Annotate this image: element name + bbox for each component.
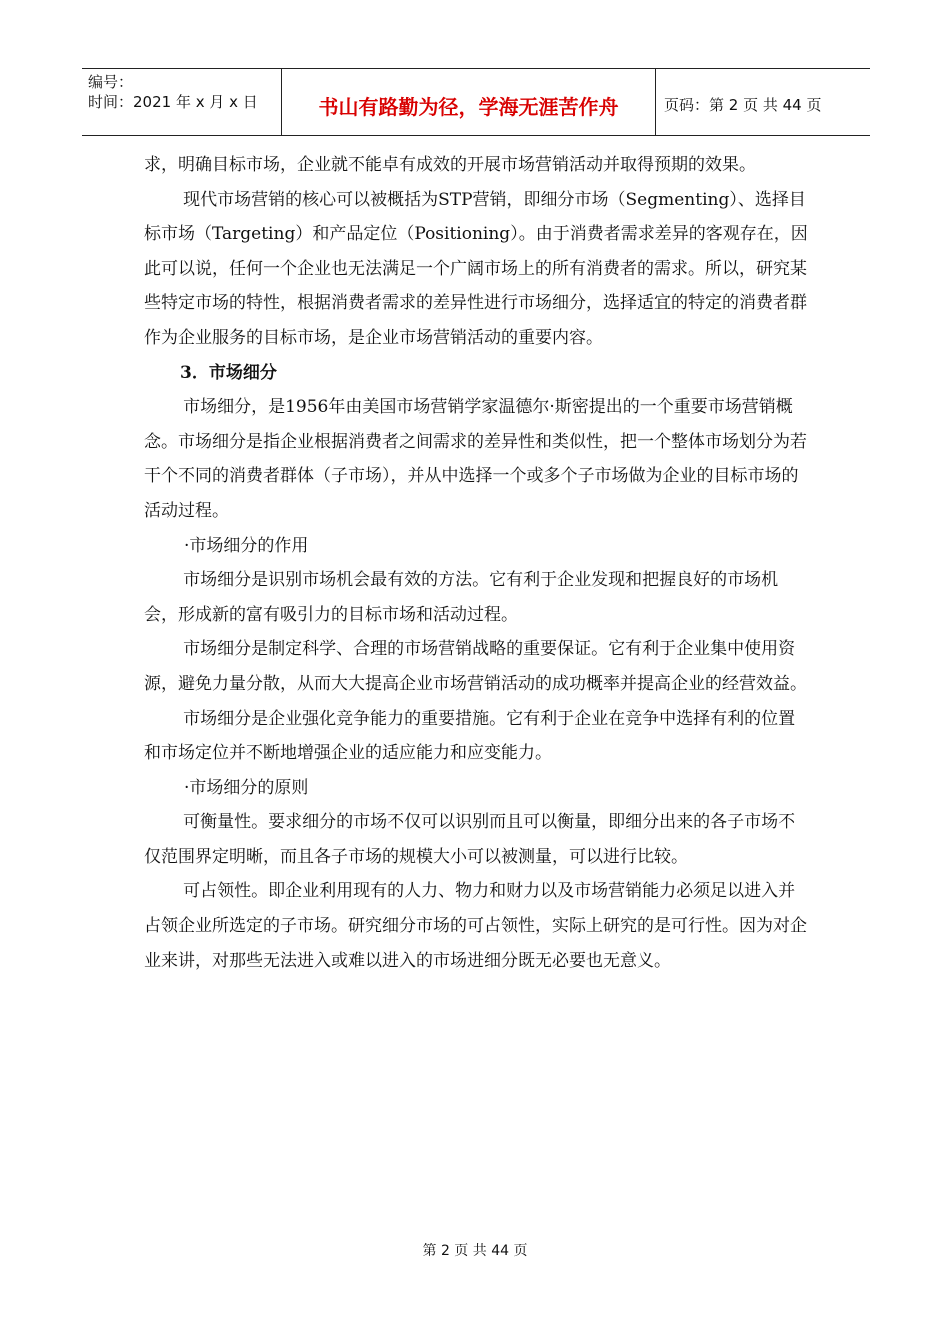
section-heading-market-segmentation: 3．市场细分 <box>180 362 277 383</box>
paragraph-stp: 现代市场营销的核心可以被概括为STP营销，即细分市场（Segmenting）、选择目标市场（Targeting）和产品定位（Positioning）。由于消费者需求差异的客观存在，因此可以说，任何一个企业也无法满足一个广阔市场上的所有消费者的需求。所以，研究某些特定市场的特性，根据消费者需求的差异性进行市场细分，选择适宜的特定的消费者群作为企业服务的目标市场，是企业市场营销活动的重要内容。 <box>144 189 808 348</box>
paragraph-measurability: 可衡量性。要求细分的市场不仅可以识别而且可以衡量，即细分出来的各子市场不仅范围界定明晰，而且各子市场的规模大小可以被测量，可以进行比较。 <box>144 812 796 867</box>
header-motto: 书山有路勤为径，学海无涯苦作舟 <box>282 69 656 135</box>
document-body <box>144 148 808 978</box>
paragraph-accessibility: 可占领性。即企业利用现有的人力、物力和财力以及市场营销能力必须足以进入并占领企业所选定的子市场。研究细分市场的可占领性，实际上研究的是可行性。因为对企业来讲，对那些无法进入或难以进入的市场进细分既无必要也无意义。 <box>144 881 807 971</box>
paragraph-role-3: 市场细分是企业强化竞争能力的重要措施。它有利于企业在竞争中选择有利的位置和市场定位并不断地增强企业的适应能力和应变能力。 <box>144 708 796 764</box>
page-header <box>82 68 870 136</box>
document-date-label: 时间：2021 年 x 月 x 日 <box>88 93 258 111</box>
page-footer: 第 2 页 共 44 页 <box>422 1243 528 1259</box>
header-page-label: 页码：第 2 页 共 44 页 <box>664 95 822 114</box>
header-meta <box>82 69 282 135</box>
document-number-label: 编号： <box>88 73 134 91</box>
paragraph-role-1: 市场细分是识别市场机会最有效的方法。它有利于企业发现和把握良好的市场机会，形成新的富有吸引力的目标市场和活动过程。 <box>144 570 779 625</box>
paragraph-role-2: 市场细分是制定科学、合理的市场营销战略的重要保证。它有利于企业集中使用资源，避免力量分散，从而大大提高企业市场营销活动的成功概率并提高企业的经营效益。 <box>144 639 807 694</box>
bullet-heading-role: ·市场细分的作用 <box>184 535 309 556</box>
bullet-heading-principles: ·市场细分的原则 <box>184 777 309 798</box>
paragraph-continuation: 求，明确目标市场，企业就不能卓有成效的开展市场营销活动并取得预期的效果。 <box>144 155 756 175</box>
paragraph-segmentation-definition: 市场细分，是1956年由美国市场营销学家温德尔·斯密提出的一个重要市场营销概念。市场细分是指企业根据消费者之间需求的差异性和类似性，把一个整体市场划分为若干个不同的消费者群体（子市场），并从中选择一个或多个子市场做为企业的目标市场的活动过程。 <box>144 397 807 521</box>
